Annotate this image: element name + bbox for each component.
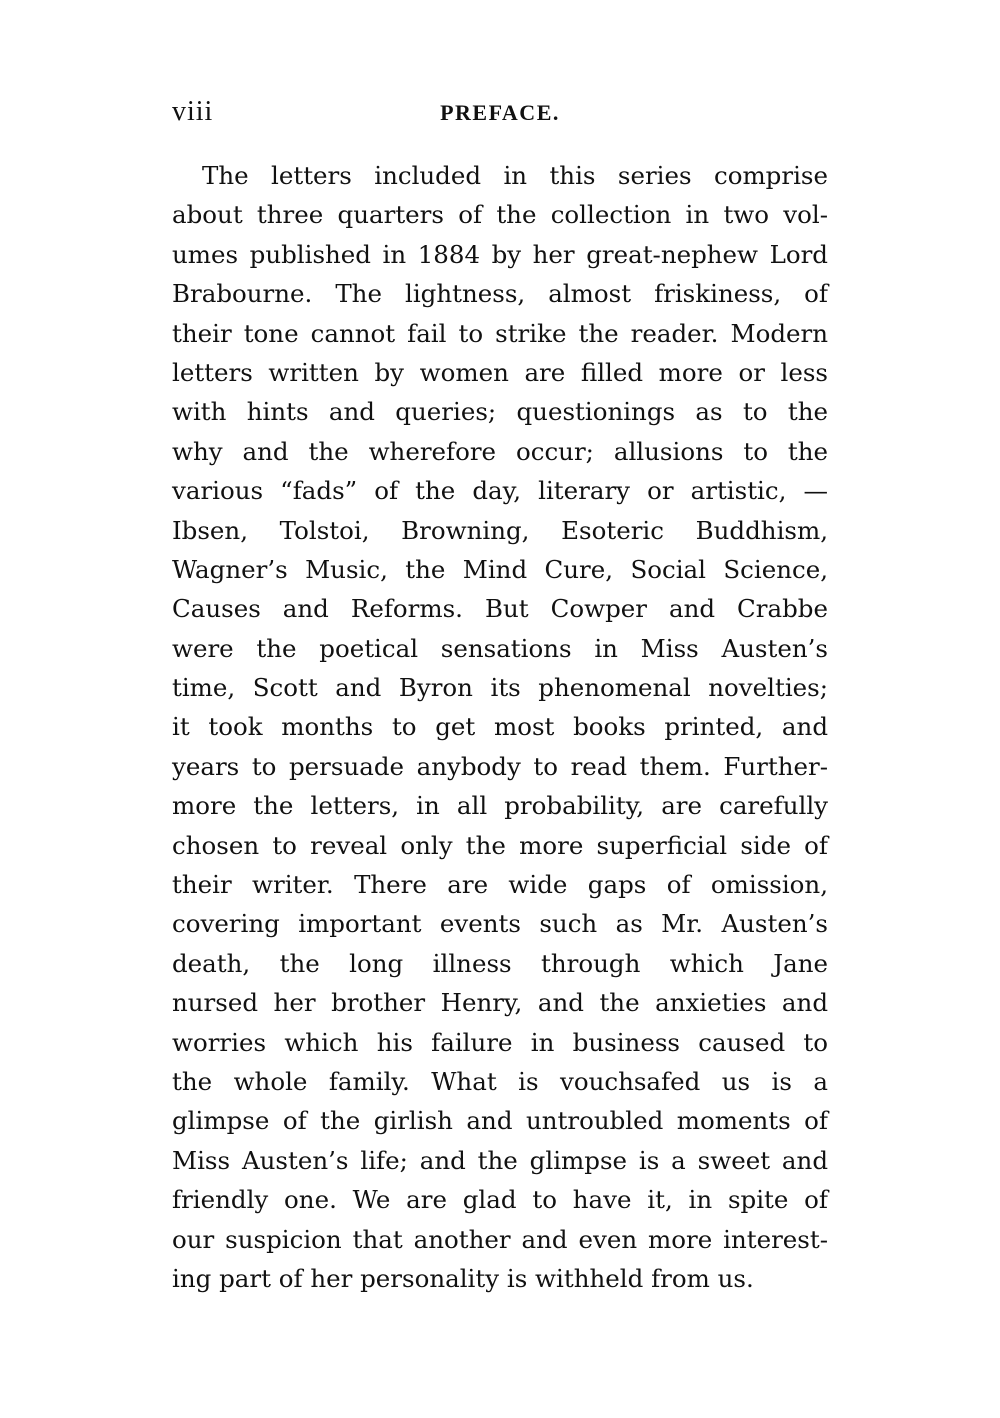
text-line: letters written by women are filled more or less xyxy=(172,357,828,387)
text-line: it took months to get most books printed, and xyxy=(172,712,828,742)
text-line: Wagner’s Music, the Mind Cure, Social Science, xyxy=(172,554,828,584)
text-line: their tone cannot fail to strike the reader. Modern xyxy=(172,318,828,348)
text-line: years to persuade anybody to read them. Further- xyxy=(172,751,828,781)
text-line: with hints and queries; questionings as to the xyxy=(172,397,828,427)
text-line: friendly one. We are glad to have it, in spite of xyxy=(172,1185,828,1215)
text-line: umes published in 1884 by her great-nephew Lord xyxy=(172,239,828,269)
text-line: Miss Austen’s life; and the glimpse is a sweet and xyxy=(172,1145,828,1175)
page-number: viii xyxy=(172,96,214,127)
text-line: their writer. There are wide gaps of omission, xyxy=(172,870,828,900)
text-line: worries which his failure in business caused to xyxy=(172,1027,828,1057)
text-line: The letters included in this series comprise xyxy=(202,161,828,190)
text-line: nursed her brother Henry, and the anxieties and xyxy=(172,988,828,1018)
text-line: covering important events such as Mr. Austen’s xyxy=(172,909,828,939)
text-line: why and the wherefore occur; allusions to the xyxy=(172,436,828,466)
text-line: chosen to reveal only the more superficial side of xyxy=(172,830,828,860)
text-line: more the letters, in all probability, are carefully xyxy=(172,791,828,821)
text-line: glimpse of the girlish and untroubled moments of xyxy=(172,1106,828,1136)
text-line: ing part of her personality is withheld from us. xyxy=(172,1263,754,1293)
text-line: death, the long illness through which Jane xyxy=(172,948,828,978)
preface-paragraph xyxy=(172,156,828,1298)
running-head xyxy=(172,96,828,136)
text-line: time, Scott and Byron its phenomenal novelties; xyxy=(172,673,828,703)
text-line: Causes and Reforms. But Cowper and Crabbe xyxy=(172,594,828,624)
text-line: about three quarters of the collection in two vol- xyxy=(172,200,828,230)
text-line: Ibsen, Tolstoi, Browning, Esoteric Buddhism, xyxy=(172,515,828,545)
text-line: were the poetical sensations in Miss Austen’s xyxy=(172,633,828,663)
text-line: Brabourne. The lightness, almost friskiness, of xyxy=(172,279,828,309)
running-title: PREFACE. xyxy=(440,100,560,125)
text-line: the whole family. What is vouchsafed us is a xyxy=(172,1066,828,1096)
text-line: various “fads” of the day, literary or artistic, — xyxy=(172,476,828,506)
text-line: our suspicion that another and even more interest- xyxy=(172,1224,828,1254)
